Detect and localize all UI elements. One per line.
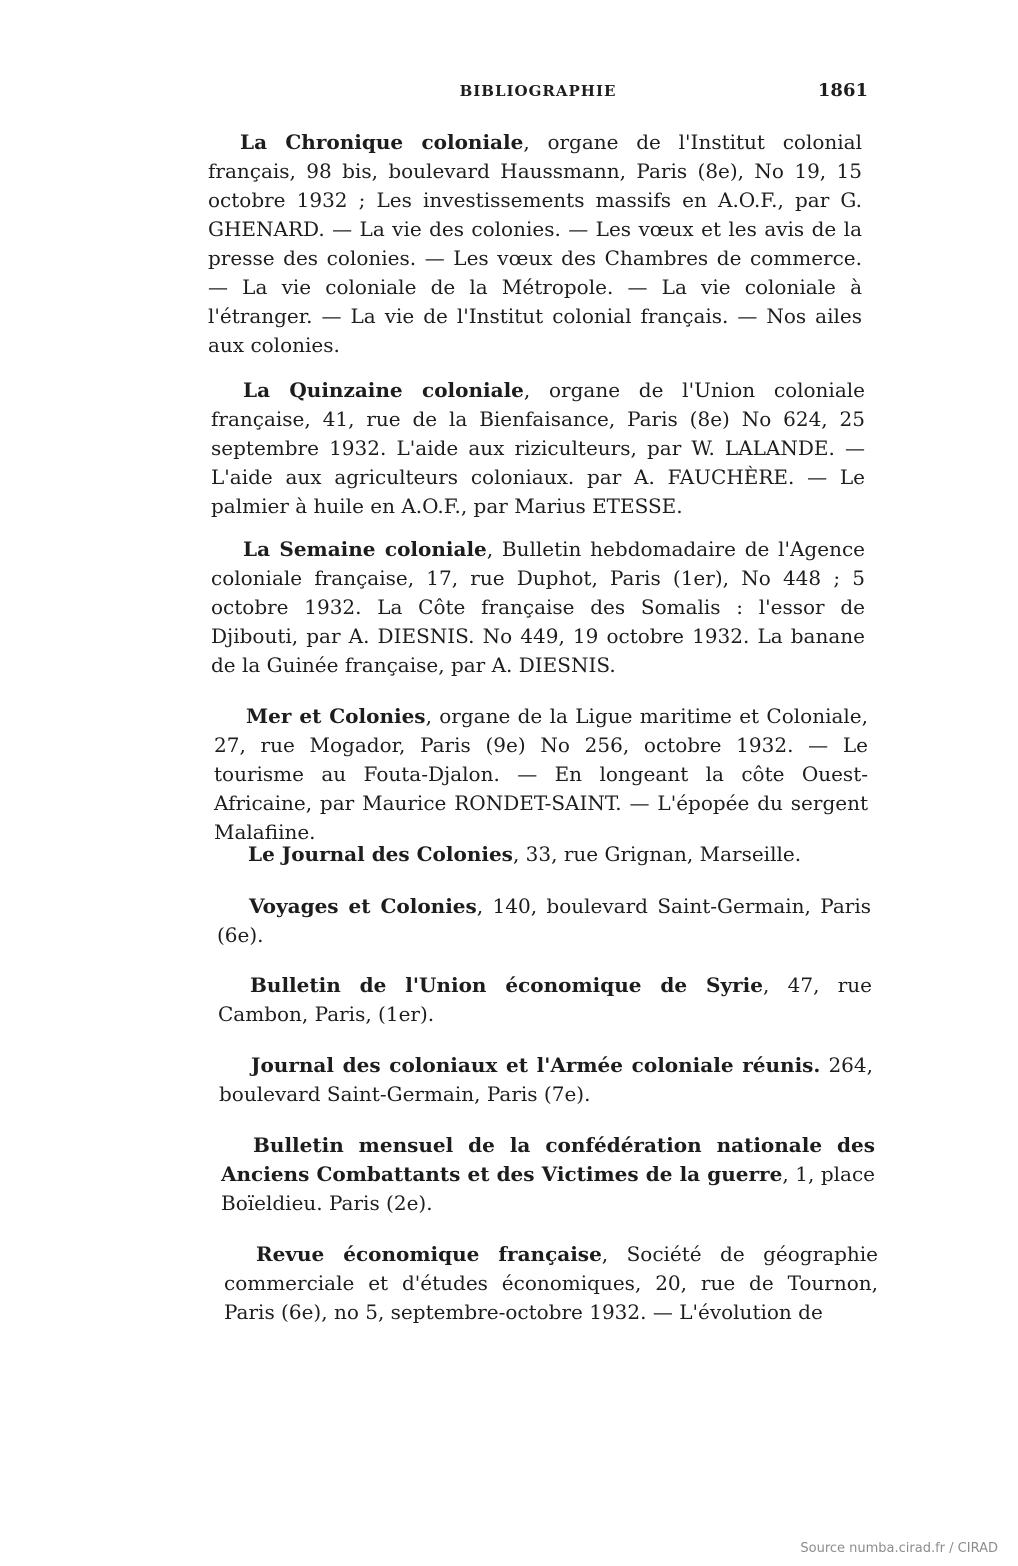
bibliography-entry-union-economique-syrie — [218, 971, 872, 1029]
entry-title: Journal des coloniaux et l'Armée coloniale réunis. — [251, 1053, 821, 1077]
source-attribution: Source numba.cirad.fr / CIRAD — [800, 1541, 998, 1556]
bibliography-entry-revue-economique-francaise — [224, 1240, 878, 1327]
running-head — [208, 82, 868, 108]
entry-title: La Semaine coloniale — [243, 537, 487, 561]
entry-title: Bulletin mensuel de la confédération nationale des Anciens Combattants et des Victimes de la guerre — [221, 1133, 875, 1186]
entry-title: Voyages et Colonies — [249, 894, 477, 918]
entry-text: , organe de l'Institut colonial français, 98 bis, boulevard Haussmann, Paris (8e), No 19, 15 octobre 1932 ; Les investissements massifs en A.O.F., par G. GHENARD. — La vie des colonies. — Les vœux et les avis de la presse des colonies. — Les vœux des Chambres de commerce. — La vie coloniale de la Métropole. — La vie coloniale à l'étranger. — La vie de l'Institut colonial français. — Nos ailes aux colonies. — [208, 130, 863, 357]
entry-text: , 33, rue Grignan, Marseille. — [512, 842, 802, 866]
entry-text: , organe de l'Union coloniale française, 41, rue de la Bienfaisance, Paris (8e) No 624, 25 septembre 1932. L'aide aux riziculteurs, par W. LALANDE. — L'aide aux agriculteurs coloniaux. par A. FAUCHÈRE. — Le palmier à huile en A.O.F., par Marius ETESSE. — [211, 378, 865, 518]
bibliography-entry-quinzaine-coloniale — [211, 376, 865, 521]
entry-title: Revue économique française — [256, 1242, 602, 1266]
bibliography-entry-chronique-coloniale — [208, 128, 862, 360]
page-number: 1861 — [817, 80, 868, 101]
running-head-title: BIBLIOGRAPHIE — [459, 82, 617, 100]
entry-text: , Société de géographie commerciale et d'études économiques, 20, rue de Tournon, Paris (6e), no 5, septembre-octobre 1932. — L'évolution de — [224, 1242, 879, 1324]
bibliography-entry-journal-des-colonies — [216, 840, 870, 869]
bibliography-entry-journal-des-coloniaux — [219, 1051, 873, 1109]
entry-title: La Chronique coloniale — [240, 130, 524, 154]
entry-text: , organe de la Ligue maritime et Coloniale, 27, rue Mogador, Paris (9e) No 256, octobre 1932. — Le tourisme au Fouta-Djalon. — En longeant la côte Ouest-Africaine, par Maurice RONDET-SAINT. — L'épopée du sergent Malafiine. — [214, 704, 868, 844]
entry-title: Le Journal des Colonies — [248, 842, 513, 866]
entry-text: , 140, boulevard Saint-Germain, Paris (6e). — [217, 894, 871, 947]
entry-title: Mer et Colonies — [246, 704, 426, 728]
entry-text: , 47, rue Cambon, Paris, (1er). — [218, 973, 873, 1026]
entry-text: 264, boulevard Saint-Germain, Paris (7e). — [219, 1053, 873, 1106]
bibliography-entry-anciens-combattants — [221, 1131, 875, 1218]
entry-text: , Bulletin hebdomadaire de l'Agence coloniale française, 17, rue Duphot, Paris (1er), No 448 ; 5 octobre 1932. La Côte française des Somalis : l'essor de Djibouti, par A. DIESNIS. No 449, 19 octobre 1932. La banane de la Guinée française, par A. DIESNIS. — [211, 537, 865, 677]
entry-text: , 1, place Boïeldieu. Paris (2e). — [221, 1162, 875, 1215]
bibliography-entry-semaine-coloniale — [211, 535, 865, 680]
bibliography-entry-voyages-et-colonies — [217, 892, 871, 950]
bibliography-entry-mer-et-colonies — [214, 702, 868, 847]
entry-title: Bulletin de l'Union économique de Syrie — [250, 973, 763, 997]
entry-title: La Quinzaine coloniale — [243, 378, 524, 402]
